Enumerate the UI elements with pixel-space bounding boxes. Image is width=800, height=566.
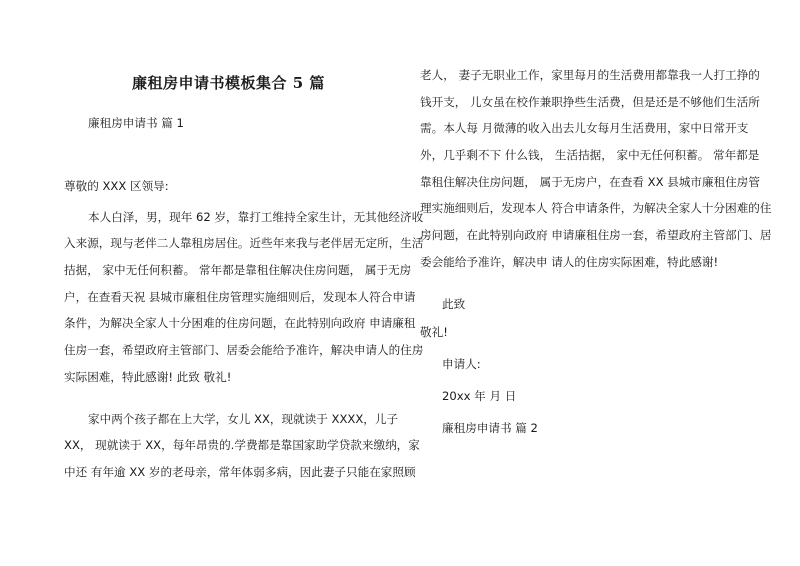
paragraph-line: 中还 有年逾 XX 岁的老母亲，常年体弱多病，因此妻子只能在家照顾 <box>64 465 416 479</box>
paragraph-line: 委会能给予准许，解决申 请人的住房实际困难，特此感谢! <box>420 255 719 269</box>
section-subtitle-1: 廉租房申请书 篇 1 <box>88 116 184 130</box>
paragraph-line: 入来源，现与老伴二人靠租房居住。近些年来我与老伴居无定所，生活 <box>64 236 424 250</box>
section-subtitle-2: 廉租房申请书 篇 2 <box>442 421 538 435</box>
paragraph-line: 家中两个孩子都在上大学，女儿 XX，现就读于 XXXX，儿子 <box>88 412 399 426</box>
paragraph-line: 户，在查看天祝 县城市廉租住房管理实施细则后，发现本人符合申请 <box>64 290 416 304</box>
paragraph-line: XX， 现就读于 XX，每年昂贵的.学费都是靠国家助学贷款来缴纳，家 <box>64 438 420 452</box>
document-title: 廉租房申请书模板集合 5 篇 <box>132 74 325 92</box>
paragraph-line: 老人， 妻子无职业工作，家里每月的生活费用都靠我一人打工挣的 <box>420 68 760 82</box>
paragraph-line: 拮据， 家中无任何积蓄。 常年都是靠租住解决住房问题， 属于无房 <box>64 263 412 277</box>
applicant-label: 申请人: <box>442 357 481 371</box>
paragraph-line: 条件，为解决全家人十分困难的住房问题，在此特别向政府 申请廉租 <box>64 316 416 330</box>
date-line: 20xx 年 月 日 <box>442 389 517 403</box>
paragraph-line: 本人白泽，男，现年 62 岁，靠打工维持全家生计，无其他经济收 <box>88 210 424 224</box>
regards: 敬礼! <box>420 325 448 339</box>
salutation: 尊敬的 XXX 区领导: <box>64 179 169 193</box>
paragraph-line: 住房一套，希望政府主管部门、居委会能给予准许，解决申请人的住房 <box>64 343 424 357</box>
paragraph-line: 房问题，在此特别向政府 申请廉租住房一套，希望政府主管部门、居 <box>420 228 772 242</box>
paragraph-line: 需。本人每 月微薄的收入出去儿女每月生活费用，家中日常开支 <box>420 121 749 135</box>
closing: 此致 <box>442 297 466 311</box>
paragraph-line: 实际困难，特此感谢! 此致 敬礼! <box>64 370 232 384</box>
paragraph-line: 外，几乎剩不下 什么钱， 生活拮据， 家中无任何积蓄。 常年都是 <box>420 148 760 162</box>
paragraph-line: 理实施细则后，发现本人 符合申请条件，为解决全家人十分困难的住 <box>420 201 772 215</box>
paragraph-line: 靠租住解决住房问题， 属于无房户，在查看 XX 县城市廉租住房管 <box>420 175 760 189</box>
paragraph-line: 钱开支， 儿女虽在校作兼职挣些生活费，但是还是不够他们生活所 <box>420 95 760 109</box>
